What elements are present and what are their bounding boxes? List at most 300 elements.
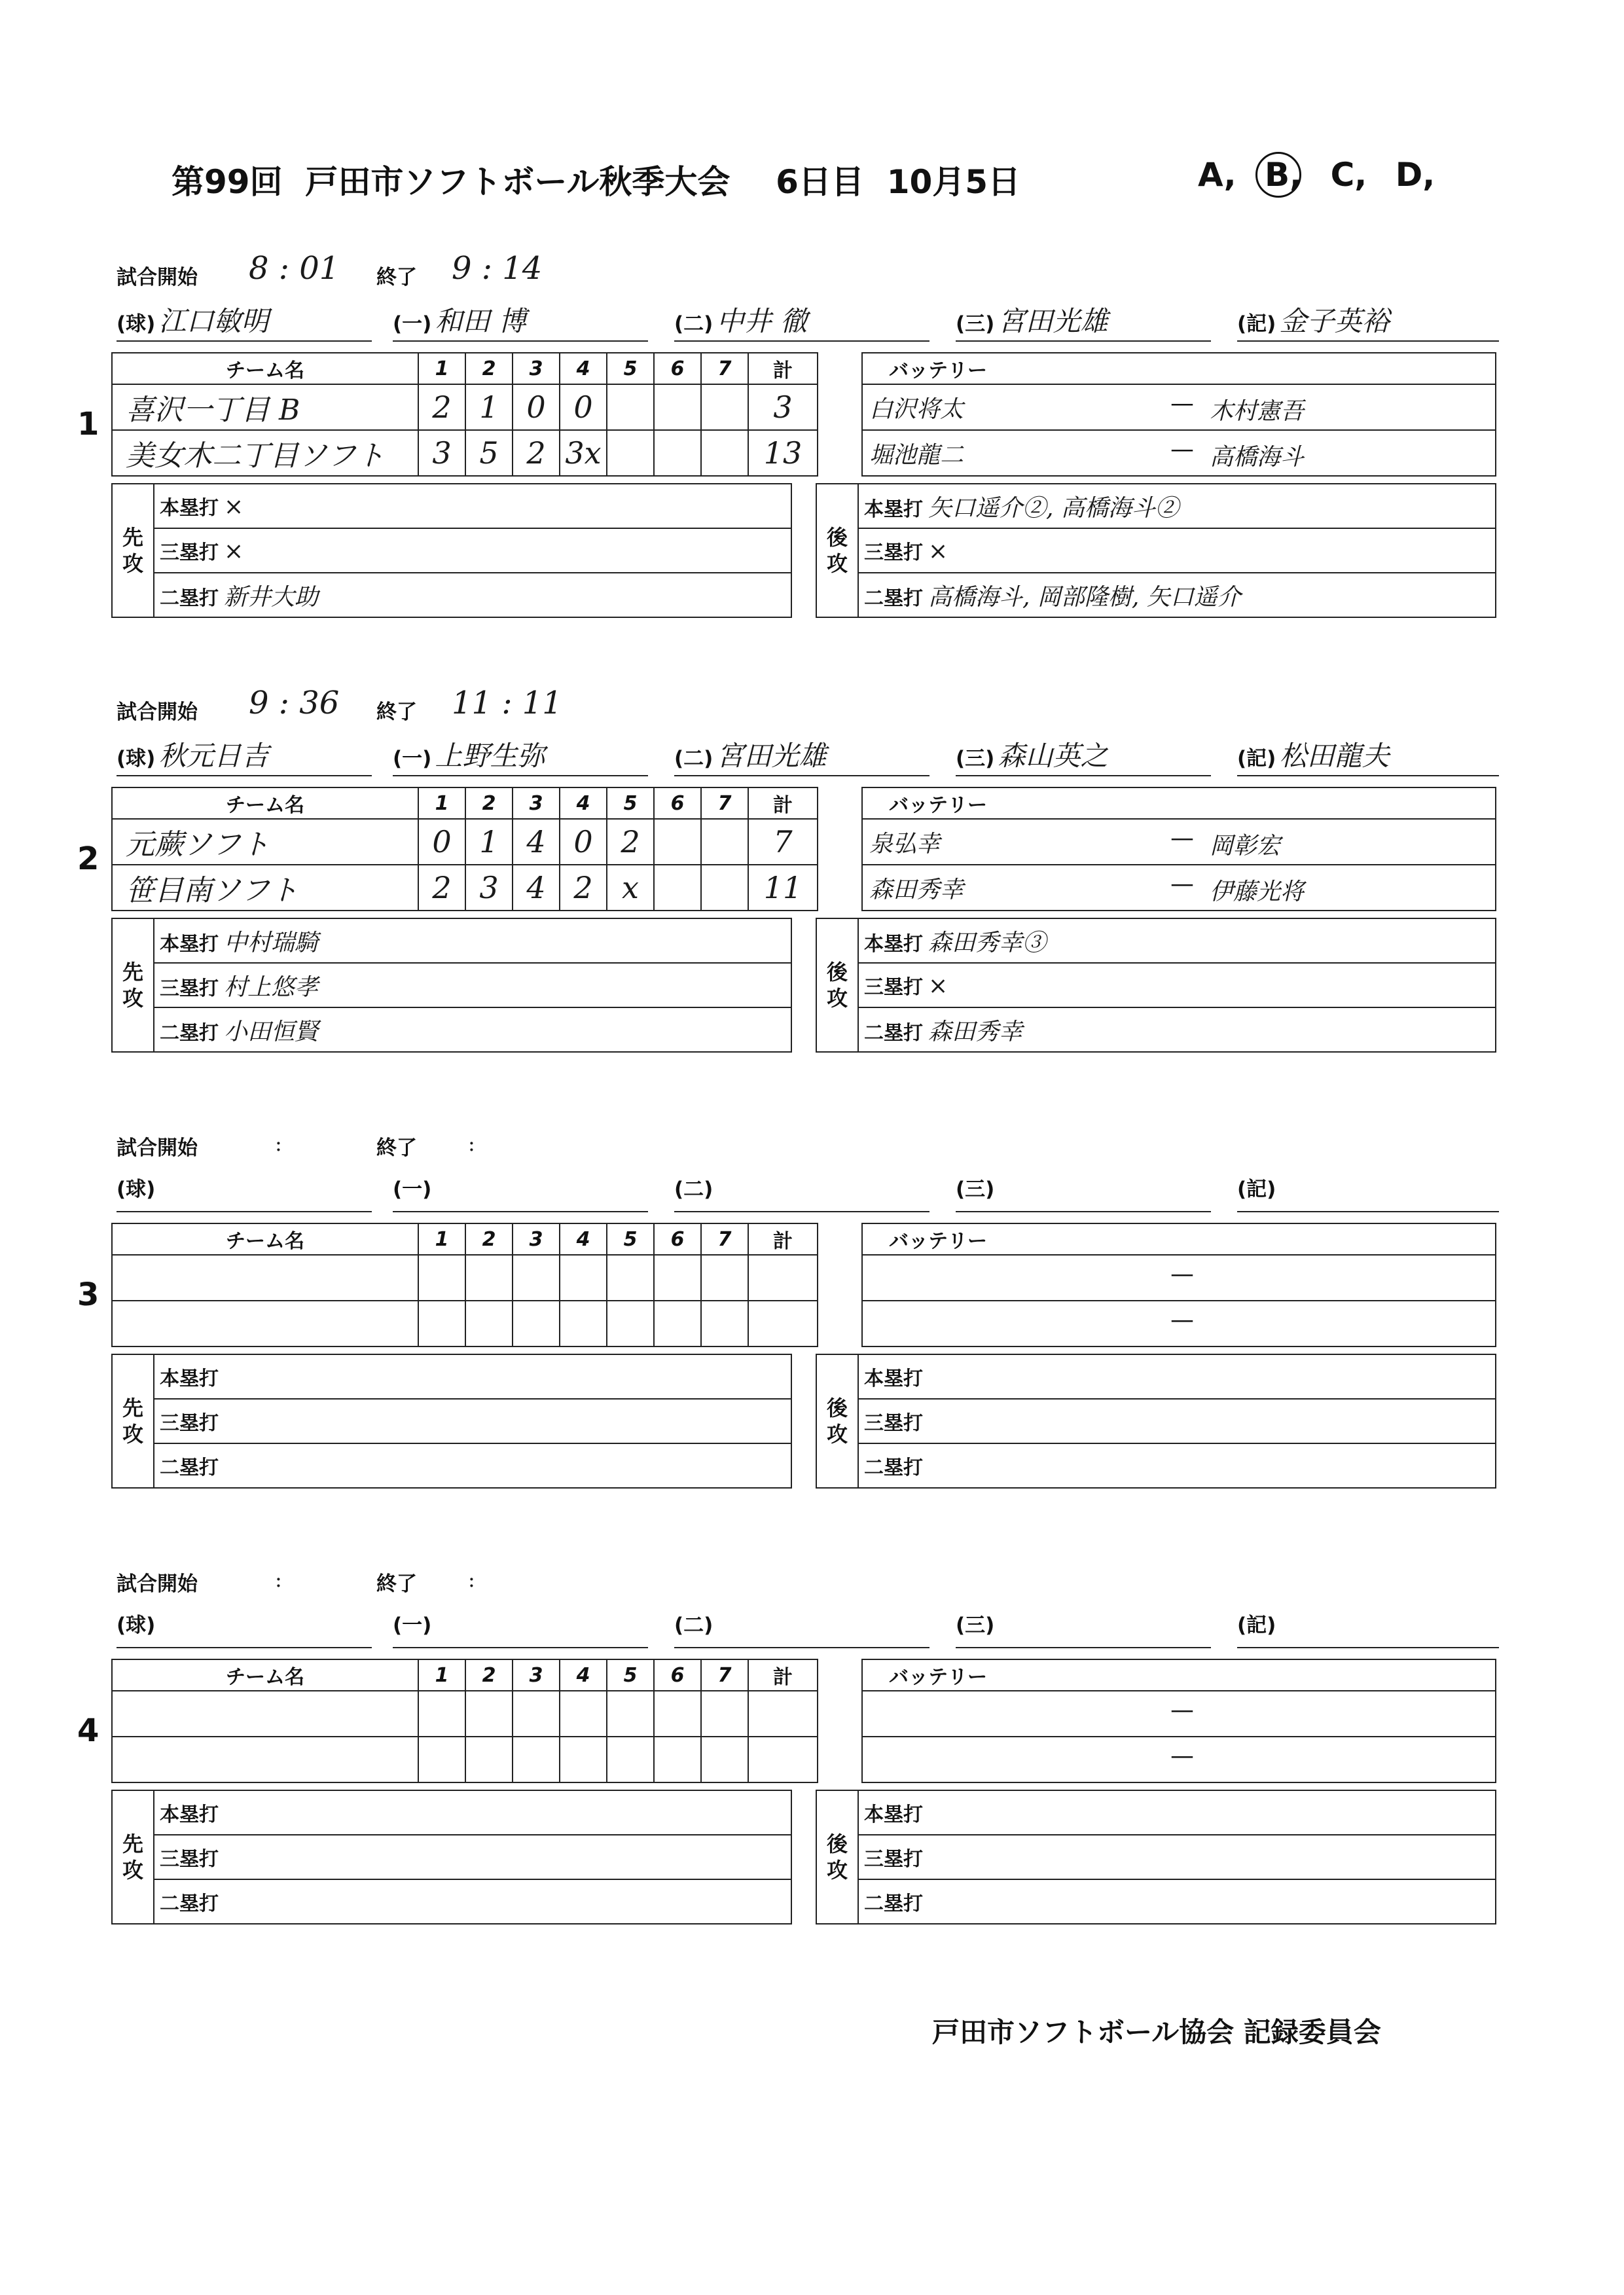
first-attack-char-2: 攻 xyxy=(122,551,143,576)
inning-score xyxy=(654,865,701,911)
first-base-umpire-label: (一) xyxy=(393,1614,432,1637)
second-base-umpire-field xyxy=(674,300,929,342)
last-attack-hits xyxy=(816,918,1496,1053)
double-label: 二塁打 xyxy=(864,587,923,610)
game-number: 1 xyxy=(77,406,99,443)
inning-score xyxy=(418,1691,465,1737)
inning-score: 1 xyxy=(465,384,513,430)
second-base-umpire-name: 宮田光雄 xyxy=(716,740,827,772)
triple-value: 村上悠孝 xyxy=(224,973,319,1001)
first-attack-char-2: 攻 xyxy=(122,1858,143,1883)
home-run-label: 本塁打 xyxy=(864,1803,923,1826)
page-title xyxy=(171,156,1020,203)
plate-umpire-field xyxy=(117,300,372,342)
plate-umpire-label: (球) xyxy=(117,747,156,770)
plate-umpire-name: 江口敏明 xyxy=(158,305,269,337)
team-name: 美女木二丁目ソフト xyxy=(112,430,418,476)
third-base-umpire-name: 宮田光雄 xyxy=(998,305,1108,337)
inning-score xyxy=(654,1301,701,1346)
third-base-umpire-field xyxy=(956,300,1211,342)
home-run-label: 本塁打 xyxy=(864,932,923,956)
total-score xyxy=(748,1301,818,1346)
double-value: 森田秀幸 xyxy=(928,1018,1023,1045)
inning-score xyxy=(418,1255,465,1301)
inning-score xyxy=(465,1255,513,1301)
triple-row xyxy=(858,963,1496,1007)
battery-row-bottom xyxy=(862,1737,1496,1782)
home-run-label: 本塁打 xyxy=(864,497,923,521)
first-attack-label xyxy=(112,918,154,1052)
inning-score xyxy=(513,1255,560,1301)
second-base-umpire-name: 中井 徹 xyxy=(716,305,808,337)
scorer-field xyxy=(1237,734,1499,776)
scorer-field xyxy=(1237,1170,1499,1212)
scorer-field xyxy=(1237,300,1499,342)
total-score: 13 xyxy=(748,430,818,476)
last-attack-hits xyxy=(816,483,1496,618)
home-run-row xyxy=(154,1790,791,1835)
inning-7-header: 7 xyxy=(701,353,748,384)
double-row xyxy=(154,1879,791,1924)
end-label: 終了 xyxy=(376,700,417,724)
first-attack-char-2: 攻 xyxy=(122,1422,143,1447)
inning-score xyxy=(607,384,654,430)
first-attack-label xyxy=(112,1790,154,1924)
total-column-header: 計 xyxy=(748,1659,818,1691)
scorer-name: 金子英裕 xyxy=(1279,305,1390,337)
inning-5-header: 5 xyxy=(607,353,654,384)
title-edition: 第99回 xyxy=(171,163,283,201)
battery-column-header: バッテリー xyxy=(862,1223,1496,1255)
third-base-umpire-field xyxy=(956,734,1211,776)
team-name: 喜沢一丁目 B xyxy=(112,384,418,430)
inning-score xyxy=(513,1691,560,1737)
triple-row xyxy=(858,1399,1496,1443)
inning-score: 2 xyxy=(418,384,465,430)
inning-2-header: 2 xyxy=(465,353,513,384)
grade-b-circled: B, xyxy=(1265,156,1303,194)
first-attack-char-1: 先 xyxy=(122,525,143,550)
scorer-label: (記) xyxy=(1237,1178,1276,1201)
start-label: 試合開始 xyxy=(117,1572,198,1596)
inning-5-header: 5 xyxy=(607,1659,654,1691)
team-column-header: チーム名 xyxy=(112,1659,418,1691)
battery-dash: — xyxy=(1170,1743,1194,1769)
inning-2-header: 2 xyxy=(465,1659,513,1691)
inning-score xyxy=(418,1737,465,1782)
team-name: 笹目南ソフト xyxy=(112,865,418,911)
inning-3-header: 3 xyxy=(513,1659,560,1691)
first-attack-label xyxy=(112,1354,154,1488)
double-label: 二塁打 xyxy=(864,1892,923,1915)
plate-umpire-label: (球) xyxy=(117,1614,156,1637)
third-base-umpire-field xyxy=(956,1606,1211,1648)
total-score xyxy=(748,1737,818,1782)
inning-score: 3 xyxy=(465,865,513,911)
double-label: 二塁打 xyxy=(160,1456,219,1479)
inning-score xyxy=(607,1737,654,1782)
inning-score: 2 xyxy=(418,865,465,911)
second-base-umpire-label: (二) xyxy=(674,312,713,336)
team-column-header: チーム名 xyxy=(112,1223,418,1255)
inning-5-header: 5 xyxy=(607,1223,654,1255)
last-attack-char-1: 後 xyxy=(826,1396,848,1420)
last-attack-hits xyxy=(816,1790,1496,1925)
inning-score: 2 xyxy=(513,430,560,476)
scorer-label: (記) xyxy=(1237,747,1276,770)
last-attack-char-2: 攻 xyxy=(826,1858,848,1883)
score-header-row xyxy=(112,353,818,384)
home-run-row xyxy=(154,1354,791,1399)
inning-score xyxy=(654,1691,701,1737)
double-row xyxy=(858,1879,1496,1924)
inning-1-header: 1 xyxy=(418,787,465,819)
grade-c: C, xyxy=(1330,156,1367,194)
battery-column-header: バッテリー xyxy=(862,1659,1496,1691)
inning-score xyxy=(560,1737,607,1782)
home-run-value: 中村瑞騎 xyxy=(224,929,319,956)
first-base-umpire-field xyxy=(393,1170,648,1212)
inning-score xyxy=(465,1691,513,1737)
inning-2-header: 2 xyxy=(465,1223,513,1255)
grade-selector xyxy=(1198,156,1452,194)
third-base-umpire-label: (三) xyxy=(956,747,995,770)
inning-score xyxy=(607,1691,654,1737)
last-attack-hits xyxy=(816,1354,1496,1489)
first-attack-hits xyxy=(111,483,792,618)
inning-score: 0 xyxy=(560,384,607,430)
inning-3-header: 3 xyxy=(513,787,560,819)
inning-score: 2 xyxy=(560,865,607,911)
battery-table xyxy=(861,787,1496,911)
first-attack-char-2: 攻 xyxy=(122,986,143,1011)
third-base-umpire-label: (三) xyxy=(956,312,995,336)
home-run-label: 本塁打 xyxy=(160,1367,219,1390)
triple-row xyxy=(858,528,1496,573)
battery-dash: — xyxy=(1170,825,1194,852)
triple-row xyxy=(154,1835,791,1879)
double-value: 高橋海斗, 岡部隆樹, 矢口遥介 xyxy=(928,583,1241,611)
plate-umpire-field xyxy=(117,1170,372,1212)
total-column-header: 計 xyxy=(748,1223,818,1255)
inning-score xyxy=(701,1691,748,1737)
inning-score xyxy=(654,1737,701,1782)
first-base-umpire-field xyxy=(393,1606,648,1648)
score-header-row xyxy=(112,1659,818,1691)
plate-umpire-name: 秋元日吉 xyxy=(158,740,269,772)
team-name xyxy=(112,1255,418,1301)
inning-1-header: 1 xyxy=(418,1659,465,1691)
home-run-label: 本塁打 xyxy=(160,1803,219,1826)
battery-row-bottom xyxy=(862,1301,1496,1346)
score-table xyxy=(111,352,818,477)
last-attack-label xyxy=(816,1354,858,1488)
game-number: 4 xyxy=(77,1712,99,1749)
inning-score xyxy=(607,1301,654,1346)
battery-row-top xyxy=(862,1691,1496,1737)
inning-2-header: 2 xyxy=(465,787,513,819)
scorer-label: (記) xyxy=(1237,1614,1276,1637)
inning-score xyxy=(513,1301,560,1346)
pitcher-name: 白沢将太 xyxy=(869,395,964,423)
inning-7-header: 7 xyxy=(701,787,748,819)
inning-4-header: 4 xyxy=(560,1223,607,1255)
start-label: 試合開始 xyxy=(117,1136,198,1160)
scorer-field xyxy=(1237,1606,1499,1648)
battery-table xyxy=(861,1223,1496,1347)
score-row-top xyxy=(112,384,818,430)
start-time: : xyxy=(275,1131,282,1156)
inning-4-header: 4 xyxy=(560,353,607,384)
first-base-umpire-name: 上野生弥 xyxy=(435,740,545,772)
second-base-umpire-field xyxy=(674,1170,929,1212)
inning-5-header: 5 xyxy=(607,787,654,819)
score-row-bottom xyxy=(112,865,818,911)
triple-label: 三塁打 xyxy=(864,976,923,999)
inning-score xyxy=(513,1737,560,1782)
inning-score xyxy=(607,430,654,476)
end-time: : xyxy=(468,1567,475,1592)
triple-row xyxy=(154,963,791,1007)
first-base-umpire-label: (一) xyxy=(393,1178,432,1201)
start-label: 試合開始 xyxy=(117,700,198,724)
triple-value: × xyxy=(224,538,244,565)
home-run-row xyxy=(154,484,791,528)
triple-label: 三塁打 xyxy=(864,541,923,564)
double-label: 二塁打 xyxy=(160,587,219,610)
double-row xyxy=(858,1007,1496,1052)
second-base-umpire-field xyxy=(674,734,929,776)
battery-column-header: バッテリー xyxy=(862,787,1496,819)
home-run-label: 本塁打 xyxy=(864,1367,923,1390)
inning-1-header: 1 xyxy=(418,1223,465,1255)
end-time: : xyxy=(468,1131,475,1156)
double-label: 二塁打 xyxy=(864,1456,923,1479)
plate-umpire-field xyxy=(117,1606,372,1648)
inning-score xyxy=(560,1691,607,1737)
inning-score: 2 xyxy=(607,819,654,865)
double-value: 小田恒賢 xyxy=(224,1018,319,1045)
inning-score: 4 xyxy=(513,819,560,865)
inning-score: 0 xyxy=(560,819,607,865)
battery-row-top xyxy=(862,384,1496,430)
total-column-header: 計 xyxy=(748,787,818,819)
first-attack-char-1: 先 xyxy=(122,1832,143,1856)
title-date: 10月5日 xyxy=(886,163,1021,201)
inning-6-header: 6 xyxy=(654,1223,701,1255)
second-base-umpire-label: (二) xyxy=(674,1178,713,1201)
double-row xyxy=(858,1443,1496,1488)
total-score: 7 xyxy=(748,819,818,865)
total-column-header: 計 xyxy=(748,353,818,384)
last-attack-char-2: 攻 xyxy=(826,1422,848,1447)
inning-6-header: 6 xyxy=(654,787,701,819)
game-number: 3 xyxy=(77,1276,99,1313)
triple-row xyxy=(858,1835,1496,1879)
triple-label: 三塁打 xyxy=(160,541,219,564)
inning-score xyxy=(560,1301,607,1346)
second-base-umpire-label: (二) xyxy=(674,747,713,770)
title-day: 6日目 xyxy=(776,163,864,201)
inning-7-header: 7 xyxy=(701,1223,748,1255)
first-attack-hits xyxy=(111,1354,792,1489)
inning-4-header: 4 xyxy=(560,1659,607,1691)
scorer-label: (記) xyxy=(1237,312,1276,336)
inning-score: 0 xyxy=(513,384,560,430)
triple-row xyxy=(154,528,791,573)
team-column-header: チーム名 xyxy=(112,787,418,819)
third-base-umpire-field xyxy=(956,1170,1211,1212)
third-base-umpire-label: (三) xyxy=(956,1178,995,1201)
double-row xyxy=(154,573,791,617)
inning-3-header: 3 xyxy=(513,353,560,384)
score-row-top xyxy=(112,1255,818,1301)
plate-umpire-field xyxy=(117,734,372,776)
inning-score: 0 xyxy=(418,819,465,865)
inning-score xyxy=(701,430,748,476)
first-base-umpire-name: 和田 博 xyxy=(435,305,526,337)
home-run-row xyxy=(858,918,1496,963)
second-base-umpire-label: (二) xyxy=(674,1614,713,1637)
plate-umpire-label: (球) xyxy=(117,312,156,336)
score-table xyxy=(111,1659,818,1783)
inning-score xyxy=(701,819,748,865)
score-table xyxy=(111,787,818,911)
grade-d: D, xyxy=(1395,156,1435,194)
score-row-top xyxy=(112,1691,818,1737)
first-base-umpire-field xyxy=(393,734,648,776)
inning-score xyxy=(654,430,701,476)
inning-score: 3 xyxy=(418,430,465,476)
inning-score: x xyxy=(607,865,654,911)
battery-row-bottom xyxy=(862,430,1496,476)
inning-6-header: 6 xyxy=(654,353,701,384)
total-score xyxy=(748,1255,818,1301)
end-time: 11 : 11 xyxy=(452,685,562,721)
inning-score: 5 xyxy=(465,430,513,476)
inning-score: 1 xyxy=(465,819,513,865)
score-header-row xyxy=(112,787,818,819)
double-label: 二塁打 xyxy=(864,1021,923,1045)
first-attack-label xyxy=(112,484,154,617)
score-row-top xyxy=(112,819,818,865)
home-run-row xyxy=(154,918,791,963)
last-attack-char-1: 後 xyxy=(826,525,848,550)
team-name: 元蕨ソフト xyxy=(112,819,418,865)
last-attack-label xyxy=(816,918,858,1052)
double-row xyxy=(154,1007,791,1052)
home-run-row xyxy=(858,484,1496,528)
end-label: 終了 xyxy=(376,266,417,289)
home-run-label: 本塁打 xyxy=(160,497,219,520)
battery-row-top xyxy=(862,1255,1496,1301)
grade-a: A, xyxy=(1198,156,1236,194)
catcher-name: 伊藤光将 xyxy=(1210,878,1305,905)
last-attack-label xyxy=(816,484,858,617)
last-attack-char-1: 後 xyxy=(826,960,848,985)
start-label: 試合開始 xyxy=(117,266,198,289)
battery-row-top xyxy=(862,819,1496,865)
inning-score xyxy=(654,384,701,430)
catcher-name: 高橋海斗 xyxy=(1210,444,1305,471)
inning-6-header: 6 xyxy=(654,1659,701,1691)
end-label: 終了 xyxy=(376,1136,417,1160)
first-base-umpire-field xyxy=(393,300,648,342)
score-row-bottom xyxy=(112,1737,818,1782)
triple-label: 三塁打 xyxy=(864,1412,923,1435)
home-run-value: 森田秀幸③ xyxy=(928,929,1047,956)
first-attack-hits xyxy=(111,918,792,1053)
score-row-bottom xyxy=(112,430,818,476)
inning-score xyxy=(465,1737,513,1782)
pitcher-name: 泉弘幸 xyxy=(869,830,941,858)
battery-row-bottom xyxy=(862,865,1496,911)
pitcher-name: 森田秀幸 xyxy=(869,876,964,903)
inning-score xyxy=(701,1301,748,1346)
inning-score: 3x xyxy=(560,430,607,476)
team-name xyxy=(112,1301,418,1346)
inning-score xyxy=(560,1255,607,1301)
triple-row xyxy=(154,1399,791,1443)
first-base-umpire-label: (一) xyxy=(393,747,432,770)
battery-dash: — xyxy=(1170,1261,1194,1288)
battery-dash: — xyxy=(1170,871,1194,897)
inning-7-header: 7 xyxy=(701,1659,748,1691)
plate-umpire-label: (球) xyxy=(117,1178,156,1201)
title-tournament: 戸田市ソフトボール秋季大会 xyxy=(305,163,731,201)
inning-score xyxy=(701,865,748,911)
triple-label: 三塁打 xyxy=(160,1848,219,1871)
battery-table xyxy=(861,1659,1496,1783)
first-attack-char-1: 先 xyxy=(122,1396,143,1420)
inning-score xyxy=(418,1301,465,1346)
team-name xyxy=(112,1691,418,1737)
last-attack-label xyxy=(816,1790,858,1924)
start-time: 9 : 36 xyxy=(249,685,340,721)
second-base-umpire-field xyxy=(674,1606,929,1648)
score-table xyxy=(111,1223,818,1347)
inning-score xyxy=(654,819,701,865)
last-attack-char-2: 攻 xyxy=(826,551,848,576)
triple-label: 三塁打 xyxy=(160,1412,219,1435)
battery-dash: — xyxy=(1170,1697,1194,1724)
double-row xyxy=(858,573,1496,617)
scorer-name: 松田龍夫 xyxy=(1279,740,1390,772)
start-time: 8 : 01 xyxy=(249,250,340,287)
inning-1-header: 1 xyxy=(418,353,465,384)
triple-value: × xyxy=(928,538,948,565)
triple-label: 三塁打 xyxy=(864,1848,923,1871)
battery-dash: — xyxy=(1170,436,1194,463)
third-base-umpire-label: (三) xyxy=(956,1614,995,1637)
triple-value: × xyxy=(928,973,948,1000)
third-base-umpire-name: 森山英之 xyxy=(998,740,1108,772)
battery-dash: — xyxy=(1170,390,1194,417)
home-run-label: 本塁打 xyxy=(160,932,219,956)
home-run-row xyxy=(858,1790,1496,1835)
home-run-value: 矢口遥介②, 高橋海斗② xyxy=(928,494,1179,522)
battery-dash: — xyxy=(1170,1307,1194,1333)
score-header-row xyxy=(112,1223,818,1255)
inning-score xyxy=(465,1301,513,1346)
game-number: 2 xyxy=(77,840,99,877)
catcher-name: 木村憲吾 xyxy=(1210,398,1305,425)
inning-score xyxy=(701,1255,748,1301)
battery-column-header: バッテリー xyxy=(862,353,1496,384)
double-value: 新井大助 xyxy=(224,583,319,611)
double-row xyxy=(154,1443,791,1488)
total-score: 11 xyxy=(748,865,818,911)
